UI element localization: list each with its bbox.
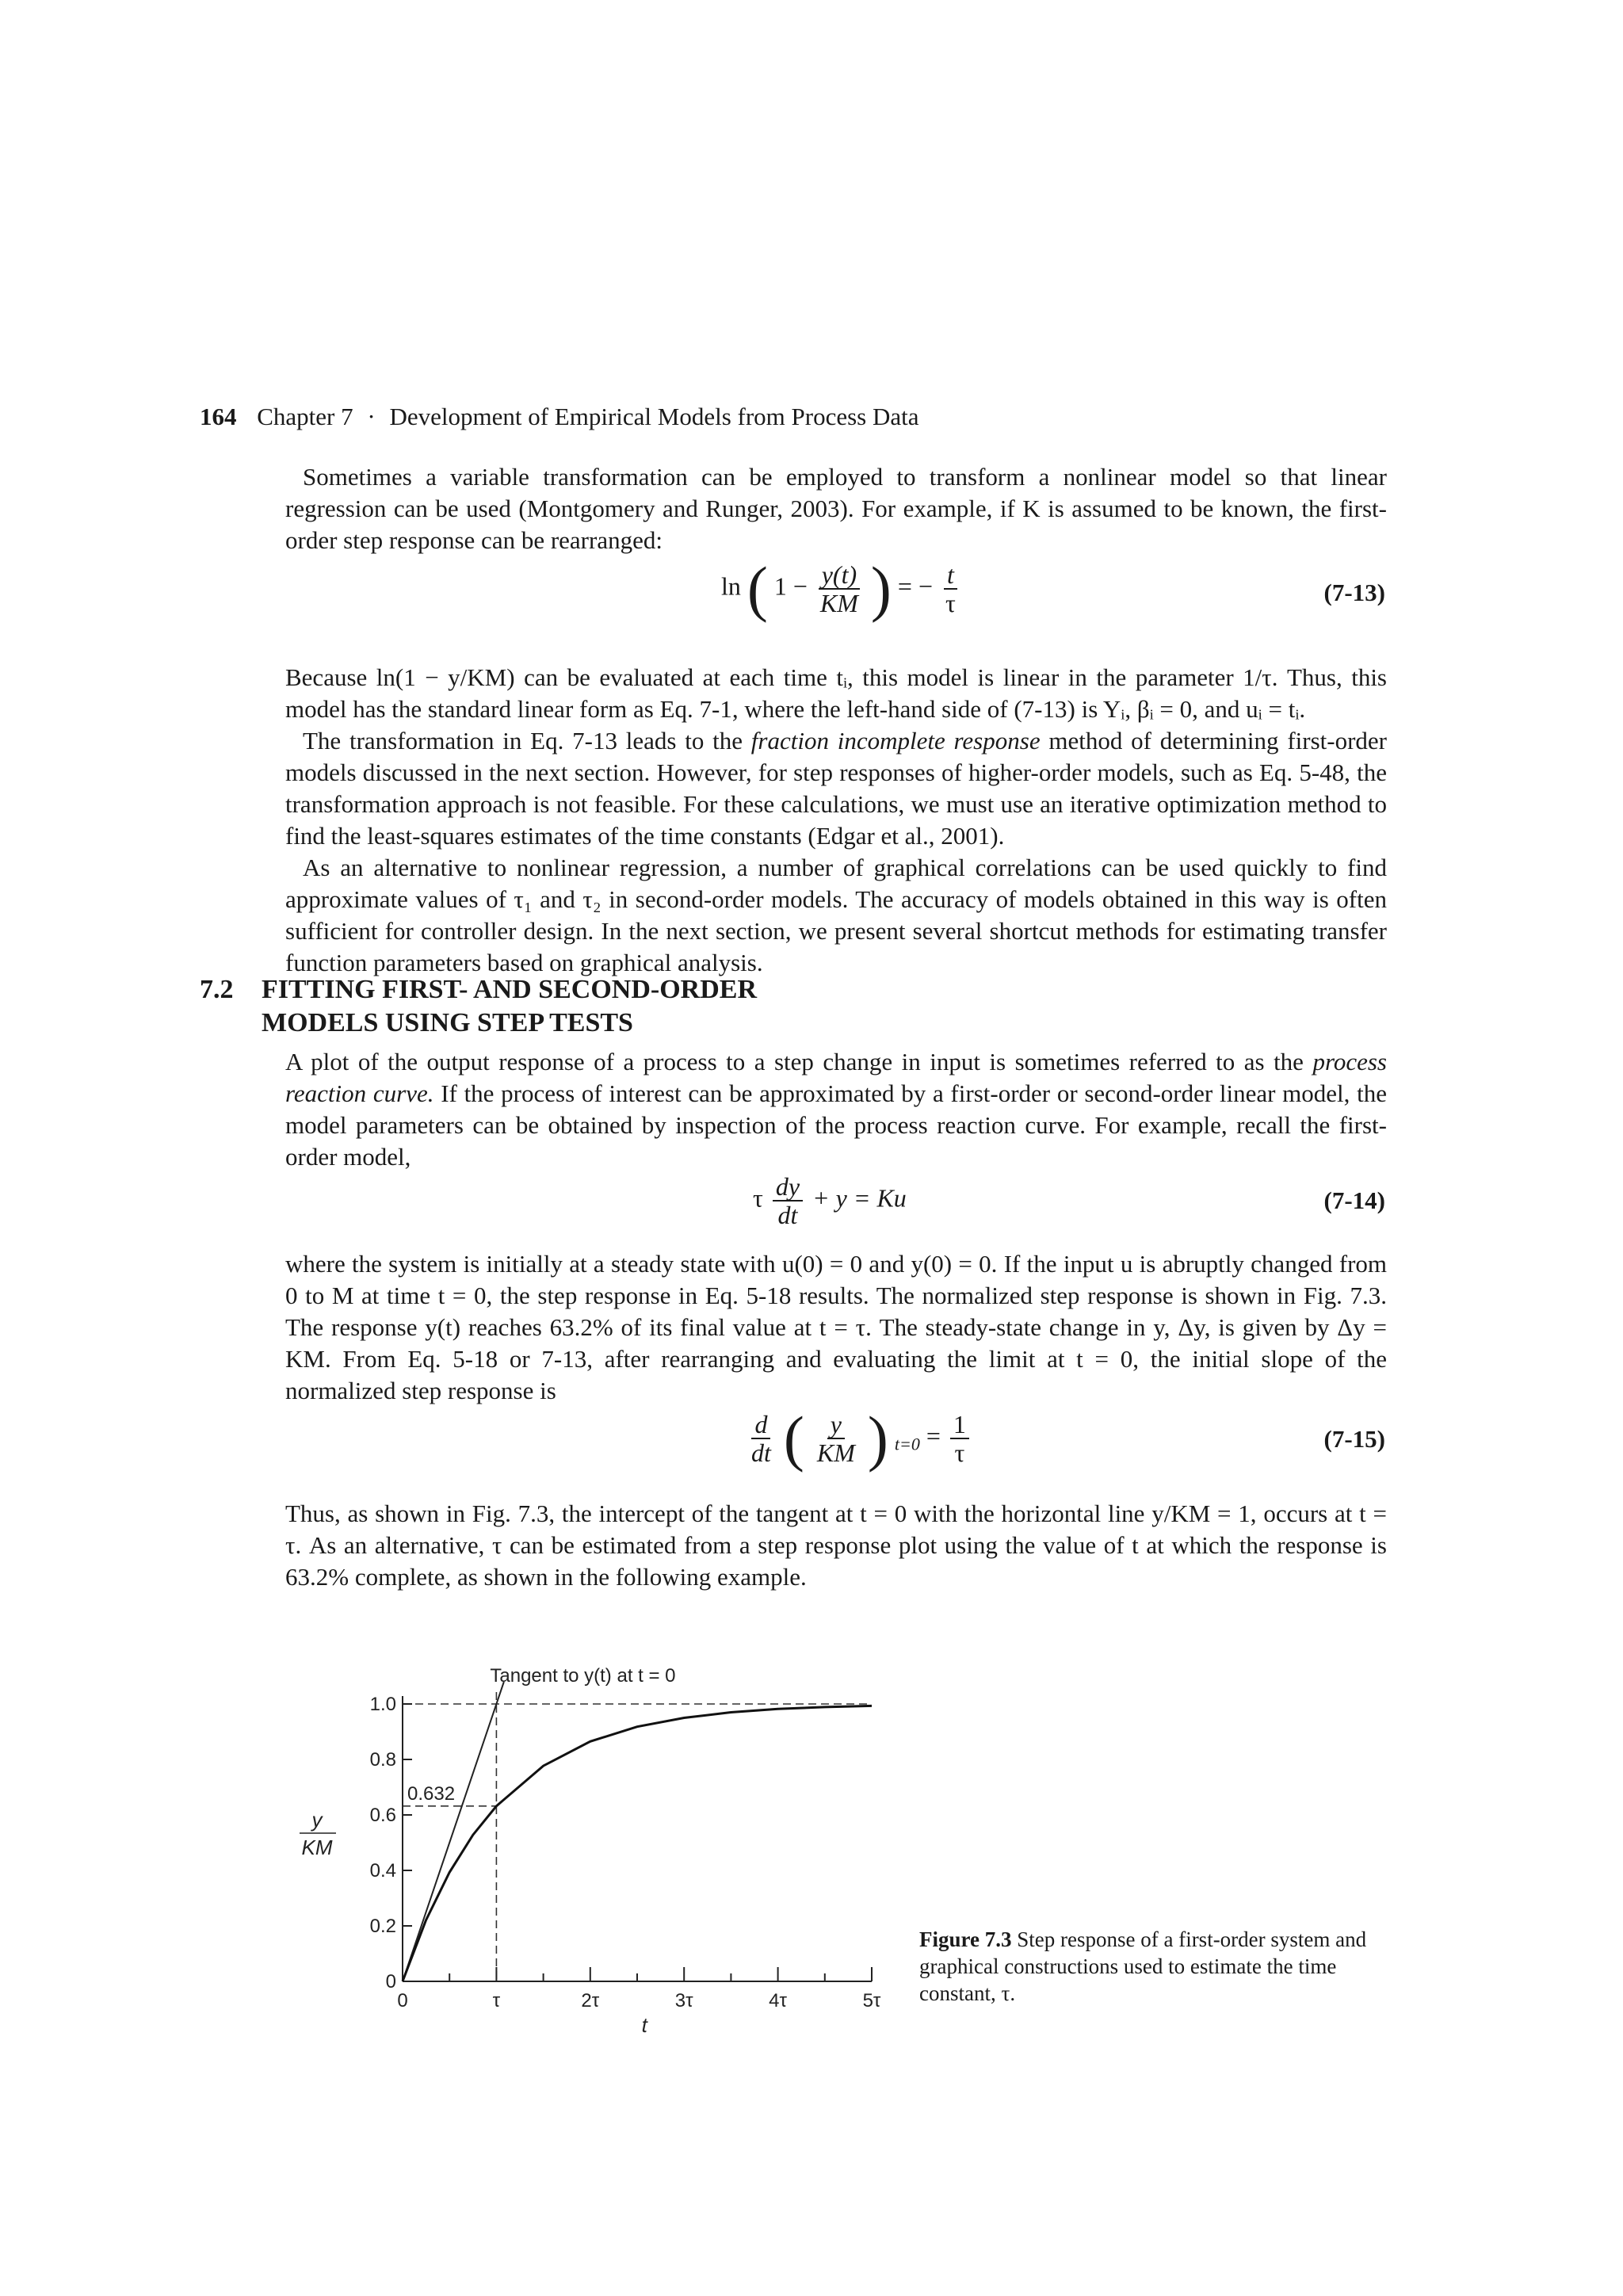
- value-annotation: 0.632: [407, 1782, 456, 1805]
- x-tick-label: 0: [397, 1990, 408, 2011]
- step-response-chart: [285, 1641, 919, 2037]
- paragraph-5: A plot of the output response of a process to a step change in input is sometimes referred to as the process reaction curve. If the process of interest can be approximated by a first-order or second-order linear model, the model parameters can be obtained by inspection of the process reaction curve. For example, recall the first-order model,: [285, 1048, 1388, 1171]
- chapter-title: Development of Empirical Models from Process Data: [389, 403, 919, 430]
- paragraph-1: Sometimes a variable transformation can be employed to transform a nonlinear model so that linear regression can be used (Montgomery and Runger, 2003). For example, if K is assumed to be known, the first-order step response can be rearranged:: [285, 463, 1387, 554]
- x-tick-label: 4τ: [769, 1990, 788, 2011]
- equation-label-7-15: (7-15): [1323, 1425, 1385, 1453]
- equation-label-7-13: (7-13): [1323, 579, 1385, 606]
- y-tick-label: 0.4: [369, 1860, 396, 1881]
- page-number: 164: [200, 403, 237, 430]
- y-tick-label: 0.6: [369, 1805, 396, 1826]
- equation-7-13: ln ( 1 − $\frac{y(t)}{KM}$ ) = − $\frac{t}{\tau}$: [721, 561, 962, 617]
- equation-label-7-14: (7-14): [1323, 1186, 1385, 1214]
- paragraph-6: where the system is initially at a steady state with u(0) = 0 and y(0) = 0. If the input u is abruptly changed from 0 to M at time t = 0, the step response in Eq. 5-18 results. The normalized step response is shown in Fig. 7.3. The response y(t) reaches 63.2% of its final value at t = τ. The steady-state change in y, Δy, is given by Δy = KM. From Eq. 5-18 or 7-13, after rearranging and evaluating the limit at t = 0, the initial slope of the normalized step response is: [285, 1250, 1387, 1404]
- section-title: FITTING FIRST- AND SECOND-ORDER MODELS USING STEP TESTS: [262, 975, 758, 1037]
- y-label-denominator: KM: [301, 1836, 333, 1859]
- y-tick-label: 0.8: [369, 1749, 396, 1771]
- x-tick-label: τ: [492, 1990, 501, 2011]
- response-curve: [403, 1706, 872, 1981]
- figure-caption: Figure 7.3 Step response of a first-order system and graphical constructions used to estimate the time constant, τ.: [919, 1927, 1367, 2005]
- paragraph-3: The transformation in Eq. 7-13 leads to the fraction incomplete response method of determining first-order models discussed in the next section. However, for step responses of higher-order models, such as Eq. 5-48, the transformation approach is not feasible. For these calculations, we must use an iterative optimization method to find the least-squares estimates of the time constants (Edgar et al., 2001).: [285, 727, 1387, 850]
- chapter-label: Chapter 7: [257, 403, 353, 430]
- x-tick-label: 5τ: [862, 1990, 881, 2011]
- x-label: t: [641, 2013, 647, 2037]
- tangent-annotation: Tangent to y(t) at t = 0: [490, 1665, 676, 1687]
- paragraph-7: Thus, as shown in Fig. 7.3, the intercept of the tangent at t = 0 with the horizontal line y/KM = 1, occurs at t = τ. As an alternative, τ can be estimated from a step response plot using the value of t at which the response is 63.2% complete, as shown in the following example.: [285, 1499, 1387, 1591]
- tangent-line: [403, 1682, 504, 1981]
- running-header: 164 Chapter 7 · Development of Empirical Models from Process Data: [200, 403, 919, 430]
- section-number: 7.2: [200, 975, 234, 1004]
- equation-7-14: τ $\frac{dy}{dt}$ + y = Ku: [753, 1172, 907, 1229]
- equation-7-15: $\frac{d}{dt}$ ( $\frac{y}{KM}$ ) $_{t=0}$ = $\frac{1}{\tau}$: [745, 1411, 972, 1466]
- paragraph-4: As an alternative to nonlinear regression, a number of graphical correlations can be used quickly to find approximate values of τ₁ and τ₂ in second-order models. The accuracy of models obtained in this way is often sufficient for controller design. In the next section, we present several shortcut methods for estimating transfer function parameters based on graphical analysis.: [285, 854, 1387, 976]
- y-tick-label: 0.2: [369, 1916, 396, 1937]
- y-tick-label: 1.0: [369, 1694, 396, 1715]
- y-label-numerator: y: [311, 1808, 323, 1832]
- x-tick-label: 2τ: [581, 1990, 600, 2011]
- x-tick-label: 3τ: [674, 1990, 693, 2011]
- chart-marks: [403, 1682, 872, 1981]
- chart-axes: [403, 1696, 872, 1981]
- y-tick-label: 0: [385, 1971, 396, 1992]
- figure-7-3: [285, 1641, 919, 2037]
- paragraph-2: Because ln(1 − y/KM) can be evaluated at each time tᵢ, this model is linear in the parameter 1/τ. Thus, this model has the standard linear form as Eq. 7-1, where the left-hand side of (7-13) is Yᵢ, βᵢ = 0, and uᵢ = tᵢ.: [285, 663, 1387, 723]
